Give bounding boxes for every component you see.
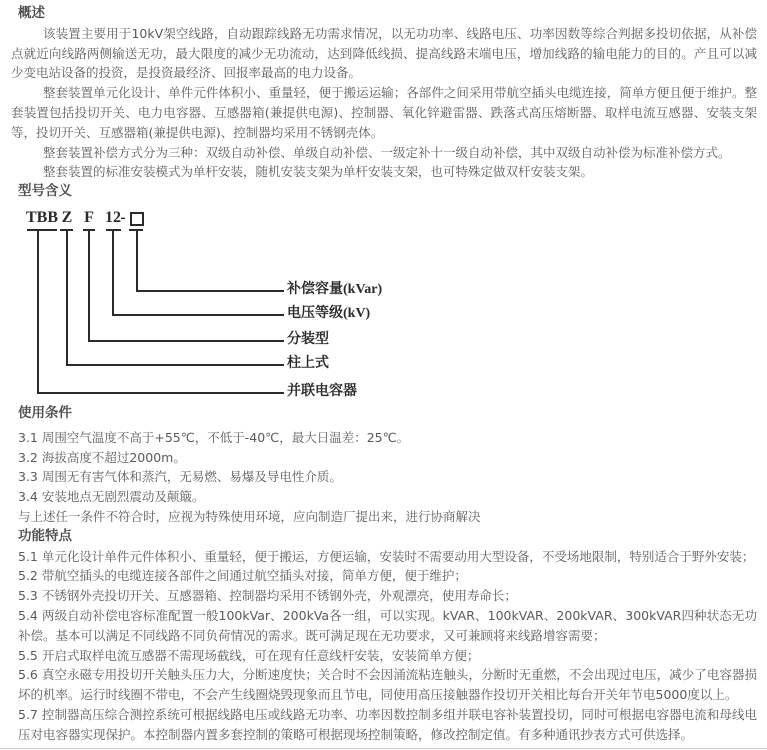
feature-item: 5.1 单元化设计单件元件体积小、重量轻，便于搬运，方便运输，安装时不需要动用大型设备，不受场地限制，特别适合于野外安装； — [18, 548, 755, 564]
callout-line — [136, 231, 284, 292]
conditions-heading: 使用条件 — [18, 404, 72, 421]
model-code-dash: - — [120, 208, 126, 226]
model-code-f: F — [84, 208, 94, 226]
diagram-label-split-type: 分装型 — [287, 331, 329, 347]
condition-item: 3.1 周围空气温度不高于+55℃，不低于-40℃，最大日温差：25℃。 — [18, 429, 410, 445]
overview-heading: 概述 — [18, 5, 45, 21]
diagram-label-capacity: 补偿容量(kVar) — [287, 281, 383, 297]
condition-item: 3.2 海拔高度不超过2000m。 — [18, 449, 186, 465]
conditions-list — [11, 428, 757, 527]
feature-item: 5.7 控制器高压综合测控系统可根据线路电压或线路无功率、功率因数控制多组并联电容补装置投切，同时可根据电容器电流和母线电压对电容器实现保护。本控制器内置多套控制的策略可根据现场控制策略，修改控制定值。有多种通讯抄表方式可供选择。 — [18, 706, 757, 742]
diagram-label-pole-mounted: 柱上式 — [287, 355, 329, 371]
overview-section — [0, 0, 767, 202]
overview-paragraph: 整套装置的标准安装模式为单杆安装，随机安装支架为单杆安装支架，也可特殊定做双杆安装支架。 — [43, 164, 594, 180]
condition-note: 与上述任一条件不符合时，应视为特殊使用环境，应向制造厂提出来，进行协商解决 — [18, 508, 481, 524]
model-placeholder-box — [130, 212, 144, 226]
model-code-diagram — [0, 202, 767, 404]
overview-paragraph: 整套装置补偿方式分为三种：双级自动补偿、单级自动补偿、一级定补十一级自动补偿，其中双级自动补偿为标准补偿方式。 — [43, 144, 731, 160]
model-heading: 型号含义 — [18, 183, 72, 200]
diagram-label-shunt-capacitor: 并联电容器 — [287, 383, 357, 399]
model-code-voltage: 12 — [105, 208, 121, 226]
features-list — [11, 547, 757, 745]
bottom-divider — [0, 748, 767, 749]
feature-item: 5.4 两级自动补偿电容标准配置一般100kVar、200kVa各一组，可以实现。kVAR、100kVAR、200kVAR、300kVAR四种状态无功补偿。基本可以满足不同线路不同负荷情况的需求。既可满足现在无功要求，又可兼顾将来线路增容需要； — [18, 607, 757, 643]
overview-paragraph: 整套装置单元化设计、单件元件体积小、重量轻，便于搬运运输；各部件之间采用带航空插头电缆连接，简单方便且便于维护。整套装置包括投切开关、电力电容器、互感器箱(兼提供电源)、控制器、氧化锌避雷器、跌落式高压熔断器、取样电流互感器、安装支架等，投切开关、互感器箱(兼提供电源)、控制器均采用不锈钢壳体。 — [11, 85, 757, 140]
feature-item: 5.2 带航空插头的电缆连接各部件之间通过航空插头对接，简单方便，便于维护； — [18, 568, 467, 584]
features-heading: 功能特点 — [18, 527, 72, 544]
feature-item: 5.5 开启式取样电流互感器不需现场截线，可在现有任意线杆安装，安装简单方便； — [18, 647, 480, 663]
condition-item: 3.3 周围无有害气体和蒸汽，无易燃、易爆及导电性介质。 — [18, 469, 342, 485]
model-code-tbb: TBB — [25, 208, 59, 226]
feature-item: 5.3 不锈钢外壳投切开关、互感器箱、控制器均采用不锈钢外壳，外观漂亮，使用寿命长； — [18, 588, 517, 604]
diagram-label-voltage: 电压等级(kV) — [287, 305, 371, 321]
feature-item: 5.6 真空永磁专用投切开关触头压力大，分断速度快；关合时不会因涌流粘连触头，分断时无重燃，不会出现过电压，减少了电容器损坏的机率。运行时线圈不带电，不会产生线圈烧毁现象而且节电，同使用高压接触器作投切开关相比每台开关年节电5000度以上。 — [18, 667, 757, 703]
condition-item: 3.4 安装地点无剧烈震动及颠簸。 — [18, 489, 205, 505]
model-code-z: Z — [61, 208, 73, 226]
conditions-and-features — [0, 404, 767, 745]
overview-paragraph: 该装置主要用于10kV架空线路，自动跟踪线路无功需求情况，以无功功率、线路电压、功率因数等综合判据多投切依据，从补偿点就近向线路两侧输送无功，最大限度的减少无功流动，达到降低线损、提高线路末端电压，增加线路的输电能力的目的。产且可以减少变电站设备的投资，是投资最经济、回报率最高的电力设备。 — [11, 25, 757, 81]
